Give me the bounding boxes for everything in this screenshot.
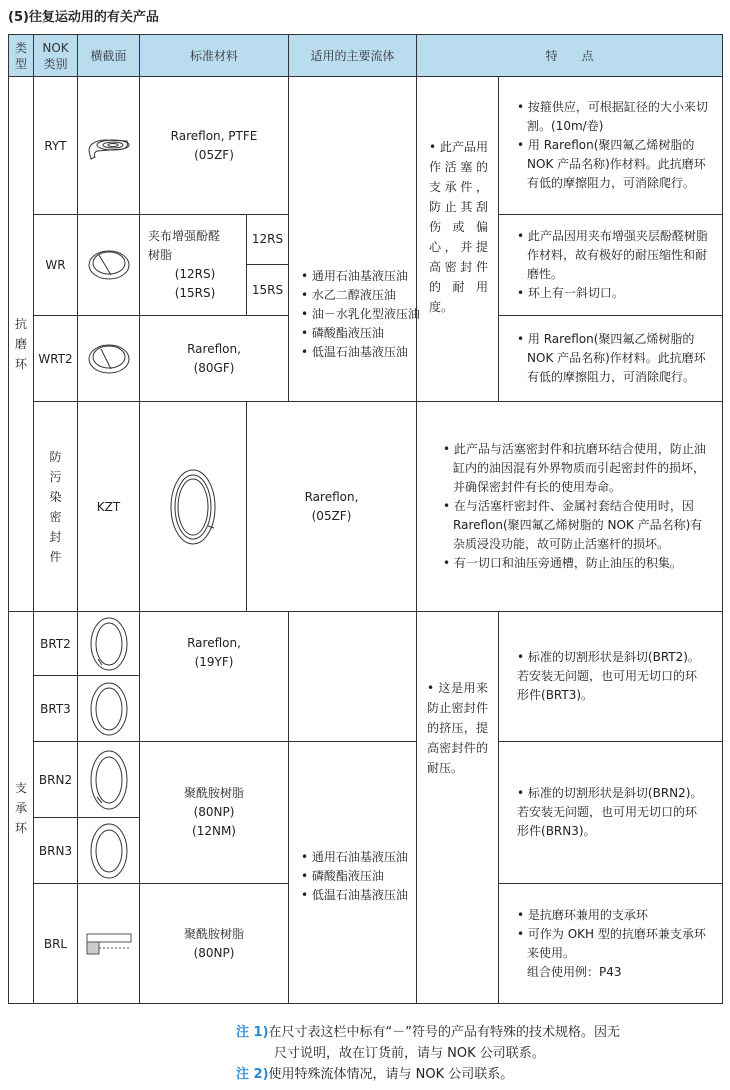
header-type: 类 型 <box>9 35 34 77</box>
note-1-label: 注 1) <box>236 1025 269 1040</box>
feature-wrt2: • 用 Rareflon(聚四氟乙烯树脂的 NOK 产品名称)作材料。此抗磨环有低的摩擦阻力，可消除爬行。 <box>499 316 723 402</box>
cat-brl: BRL <box>34 884 78 1004</box>
header-fluid: 适用的主要流体 <box>289 35 417 77</box>
cross-section-split-ring-icon <box>78 215 140 316</box>
cat-kzt: KZT <box>78 402 140 612</box>
grade-15rs: 15RS <box>251 283 284 297</box>
wr-grades <box>247 215 289 316</box>
feature-ryt: • 按箍供应，可根据缸径的大小来切割。(10m/卷) • 用 Rareflon(聚四氟乙烯树脂的 NOK 产品名称)作材料。此抗磨环有低的摩擦阻力，可消除爬行。 <box>499 77 723 215</box>
material-brn: 聚酰胺树脂 (80NP) (12NM) <box>140 742 289 884</box>
wear-ring-common-feature: • 此产品用作活塞的支承件，防止其刮伤或偏心，并提高密封件的耐用度。 <box>417 77 499 402</box>
material-wrt2: Rareflon, (80GF) <box>140 316 289 402</box>
cross-section-split-ring-icon <box>78 316 140 402</box>
header-section: 横截面 <box>78 35 140 77</box>
cross-section-profile-icon <box>78 884 140 1004</box>
cross-section-ring-icon <box>78 676 140 742</box>
fluid-blank <box>289 612 417 742</box>
material-kzt: Rareflon, (05ZF) <box>247 402 417 612</box>
note-2-text: 使用特殊流体情况，请与 NOK 公司联系。 <box>268 1067 514 1082</box>
footnotes <box>236 1022 726 1085</box>
material-ryt: Rareflon, PTFE (05ZF) <box>140 77 289 215</box>
cat-brt2: BRT2 <box>34 612 78 676</box>
feature-brt: • 标准的切割形状是斜切(BRT2)。若安装无问题，也可用无切口的环形件(BRT3)。 <box>499 612 723 742</box>
header-nok: NOK 类别 <box>34 35 78 77</box>
note-1-continued: 尺寸说明，故在订货前，请与 NOK 公司联系。 <box>274 1046 545 1061</box>
material-brt: Rareflon, (19YF) <box>140 612 289 742</box>
cross-section-ring-icon <box>78 818 140 884</box>
material-wr: 夹布增强酚醛 树脂 (12RS) (15RS) <box>140 215 247 316</box>
fluids-2: • 通用石油基液压油 • 磷酸酯液压油 • 低温石油基液压油 <box>289 742 417 1004</box>
feature-brl: • 是抗磨环兼用的支承环 • 可作为 OKH 型的抗磨环兼支承环来使用。 组合使用例：P43 <box>499 884 723 1004</box>
feature-kzt: • 此产品与活塞密封件和抗磨环结合使用，防止油缸内的油因混有外界物质而引起密封件的损坏，并确保密封件有长的使用寿命。 • 在与活塞杆密封件、金属衬套结合使用时，因 Rareflon(聚四氟乙烯树脂的 NOK 产品名称)有杂质浸没功能，故可防止活塞杆的损坏。 • 有一切口和油压旁通槽，防止油压的积集。 <box>417 402 723 612</box>
cat-wrt2: WRT2 <box>34 316 78 402</box>
group-wear-ring: 抗 磨 环 <box>9 77 34 612</box>
cross-section-wiper-ring-icon <box>140 402 247 612</box>
grade-12rs: 12RS <box>247 215 288 265</box>
cat-ryt: RYT <box>34 77 78 215</box>
feature-wr: • 此产品因用夹布增强夹层酚醛树脂作材料，故有极好的耐压缩性和耐磨性。 • 环上有一斜切口。 <box>499 215 723 316</box>
group-support-ring: 支 承 环 <box>9 612 34 1004</box>
cross-section-ring-icon <box>78 612 140 676</box>
cat-brt3: BRT3 <box>34 676 78 742</box>
cat-wr: WR <box>34 215 78 316</box>
cat-brn3: BRN3 <box>34 818 78 884</box>
material-brl: 聚酰胺树脂 (80NP) <box>140 884 289 1004</box>
feature-brn: • 标准的切割形状是斜切(BRN2)。若安装无问题，也可用无切口的环形件(BRN3)。 <box>499 742 723 884</box>
products-table <box>8 34 723 1004</box>
support-common-feature: • 这是用来防止密封件的挤压，提高密封件的耐压。 <box>417 612 499 1004</box>
cross-section-coil-icon <box>78 77 140 215</box>
note-1-text: 在尺寸表这栏中标有“－”符号的产品有特殊的技术规格。因无 <box>268 1025 620 1040</box>
header-material: 标准材料 <box>140 35 289 77</box>
note-2-label: 注 2) <box>236 1067 269 1082</box>
cat-brn2: BRN2 <box>34 742 78 818</box>
header-features: 特 点 <box>417 35 723 77</box>
cross-section-ring-icon <box>78 742 140 818</box>
fluids-1: • 通用石油基液压油 • 水乙二醇液压油 • 油－水乳化型液压油 • 磷酸酯液压油 • 低温石油基液压油 <box>289 77 417 402</box>
group-anti-contamination: 防 污 染 密 封 件 <box>34 402 78 612</box>
page-title: (5)往复运动用的有关产品 <box>8 10 159 25</box>
